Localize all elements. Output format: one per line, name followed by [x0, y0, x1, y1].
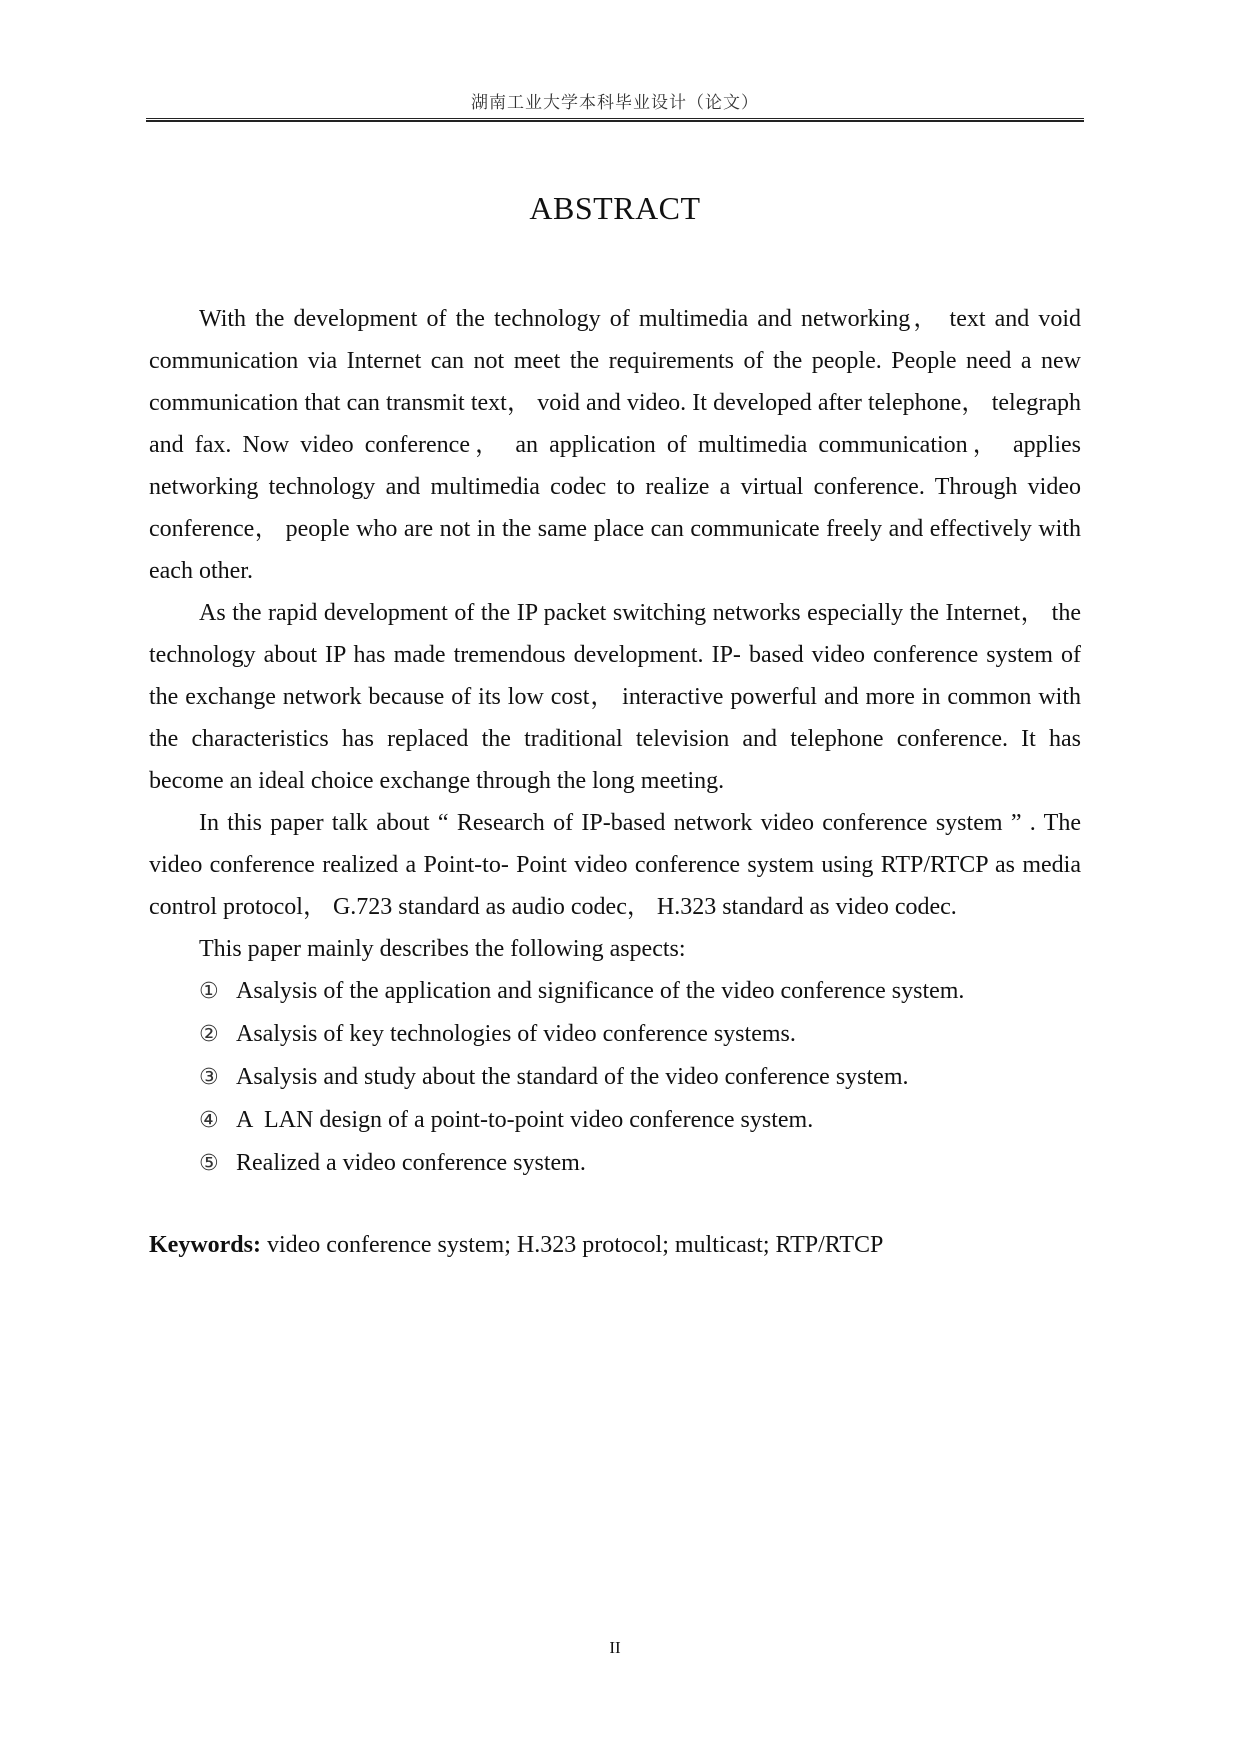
keywords-label: Keywords: — [149, 1232, 261, 1258]
header-rule — [146, 118, 1084, 122]
list-marker: ② — [199, 1022, 219, 1047]
list-item-text: Asalysis and study about the standard of the video conference system. — [236, 1064, 909, 1090]
list-item — [149, 1013, 1081, 1056]
list-marker: ④ — [199, 1108, 219, 1133]
list-marker: ⑤ — [199, 1151, 219, 1176]
page-number: II — [609, 1638, 621, 1657]
list-item-text: A LAN design of a point-to-point video conference system. — [236, 1107, 814, 1133]
abstract-paragraph-4: This paper mainly describes the following aspects: — [199, 936, 686, 962]
keywords-line — [149, 1228, 1081, 1262]
list-item — [149, 1056, 1081, 1099]
list-item-text: Asalysis of the application and significance of the video conference system. — [236, 978, 965, 1004]
abstract-paragraph-3: In this paper talk about “ Research of IP-based network video conference system ” . The video conference realized a Point-to- Point video conference system using RTP/RTCP as media control protocol， G.723 standard as audio codec， H.323 standard as video codec. — [149, 810, 1081, 920]
list-marker: ③ — [199, 1065, 219, 1090]
list-item-text: Realized a video conference system. — [236, 1150, 586, 1176]
list-item — [149, 970, 1081, 1013]
list-item — [149, 1142, 1081, 1185]
aspects-list — [149, 970, 1081, 1185]
list-item-text: Asalysis of key technologies of video conference systems. — [236, 1021, 796, 1047]
abstract-body — [149, 298, 1081, 1185]
abstract-paragraph-2: As the rapid development of the IP packet switching networks especially the Internet， the technology about IP has made tremendous development. IP- based video conference system of the exchange network because of its low cost， interactive powerful and more in common with the characteristics has replaced the traditional television and telephone conference. It has become an ideal choice exchange through the long meeting. — [149, 600, 1081, 794]
list-item — [149, 1099, 1081, 1142]
abstract-title: ABSTRACT — [529, 190, 701, 226]
list-marker: ① — [199, 979, 219, 1004]
abstract-paragraph-1: With the development of the technology of multimedia and networking， text and void communication via Internet can not meet the requirements of the people. People need a new communication that can transmit text， void and video. It developed after telephone， telegraph and fax. Now video conference， an application of multimedia communication， applies networking technology and multimedia codec to realize a virtual conference. Through video conference， people who are not in the same place can communicate freely and effectively with each other. — [149, 306, 1081, 584]
running-header: 湖南工业大学本科毕业设计（论文） — [471, 93, 759, 113]
keywords-text: video conference system; H.323 protocol; multicast; RTP/RTCP — [260, 1232, 884, 1258]
